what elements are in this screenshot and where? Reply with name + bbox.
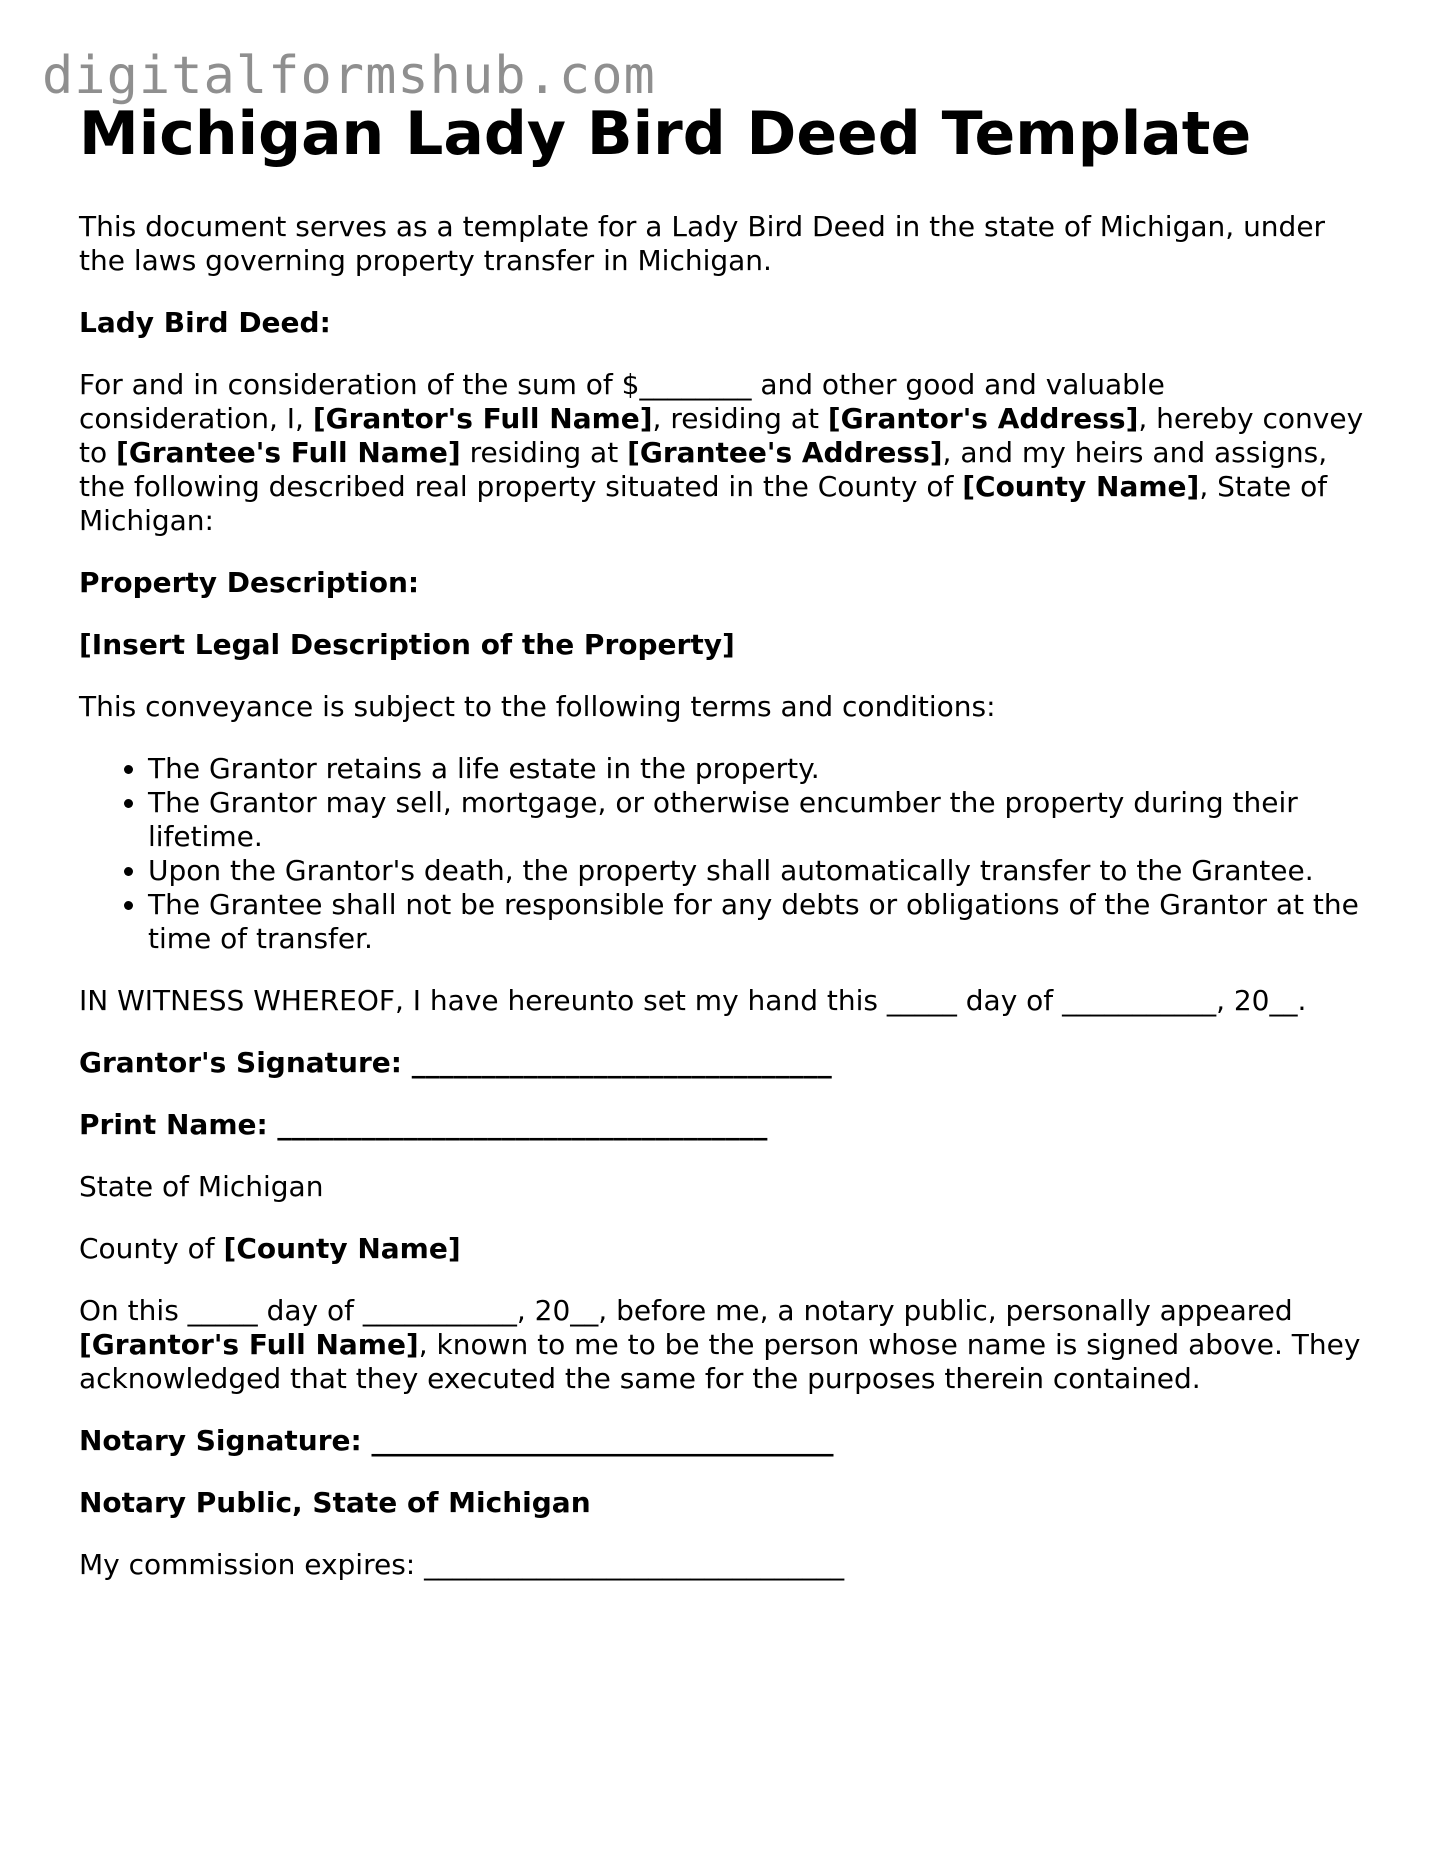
document-title: Michigan Lady Bird Deed Template (79, 99, 1252, 169)
intro-paragraph: This document serves as a template for a Lady Bird Deed in the state of Michigan, under the laws governing property transfer in Michigan. (79, 210, 1326, 277)
watermark-logo: digitalformshub.com (42, 46, 656, 106)
notary-grantor-name: [Grantor's Full Name] (79, 1328, 419, 1361)
notary-signature-line: Notary Signature: _________________________________ (79, 1424, 834, 1457)
terms-intro: This conveyance is subject to the following terms and conditions: (79, 690, 996, 723)
consideration-text-4: residing at (460, 436, 628, 469)
county-value: [County Name] (223, 1232, 461, 1265)
consideration-text-5: , and my heirs and assigns, the following described real property situated in the County of (79, 436, 1328, 503)
commission-expires-line: My commission expires: ______________________________ (79, 1548, 845, 1581)
grantor-signature-line: Grantor's Signature: ______________________________ (79, 1046, 832, 1079)
list-item: • Upon the Grantor's death, the property shall automatically transfer to the Grantee. (148, 854, 1369, 888)
county-label: County of (79, 1232, 224, 1265)
list-item: • The Grantee shall not be responsible for any debts or obligations of the Grantor at the time of transfer. (148, 888, 1369, 956)
grantee-address-placeholder: [Grantee's Address] (627, 436, 943, 469)
list-item: • The Grantor may sell, mortgage, or otherwise encumber the property during their lifetime. (148, 786, 1369, 854)
consideration-paragraph (79, 368, 1369, 538)
document-body (79, 94, 1369, 1610)
witness-line: IN WITNESS WHEREOF, I have hereunto set my hand this _____ day of ___________, 20__. (79, 984, 1307, 1017)
state-line: State of Michigan (79, 1170, 324, 1203)
notary-text-2: , known to me to be the person whose name is signed above. They acknowledged that they executed the same for the purposes therein contained. (79, 1328, 1361, 1395)
consideration-text-1: For and in consideration of the sum of $________ and other good and valuable consideration, I, (79, 368, 1165, 435)
list-item: • The Grantor retains a life estate in the property. (148, 752, 1369, 786)
notary-acknowledgment (79, 1294, 1369, 1396)
grantor-address-placeholder: [Grantor's Address] (827, 402, 1139, 435)
notary-public-line: Notary Public, State of Michigan (79, 1486, 591, 1519)
grantor-name-placeholder: [Grantor's Full Name] (312, 402, 653, 435)
county-name-placeholder: [County Name] (962, 470, 1200, 503)
county-line (79, 1232, 1369, 1266)
deed-heading: Lady Bird Deed: (79, 306, 331, 339)
legal-description-placeholder: [Insert Legal Description of the Property] (79, 628, 735, 661)
terms-list (79, 752, 1369, 956)
consideration-text-6: , State of Michigan: (79, 470, 1328, 537)
print-name-line: Print Name: ___________________________________ (79, 1108, 768, 1141)
consideration-text-2: , residing at (652, 402, 828, 435)
consideration-text-3: , hereby convey to (79, 402, 1364, 469)
notary-text-1: On this _____ day of ___________, 20__, before me, a notary public, personally appeared (79, 1294, 1293, 1327)
grantee-name-placeholder: [Grantee's Full Name] (116, 436, 461, 469)
property-heading: Property Description: (79, 566, 420, 599)
